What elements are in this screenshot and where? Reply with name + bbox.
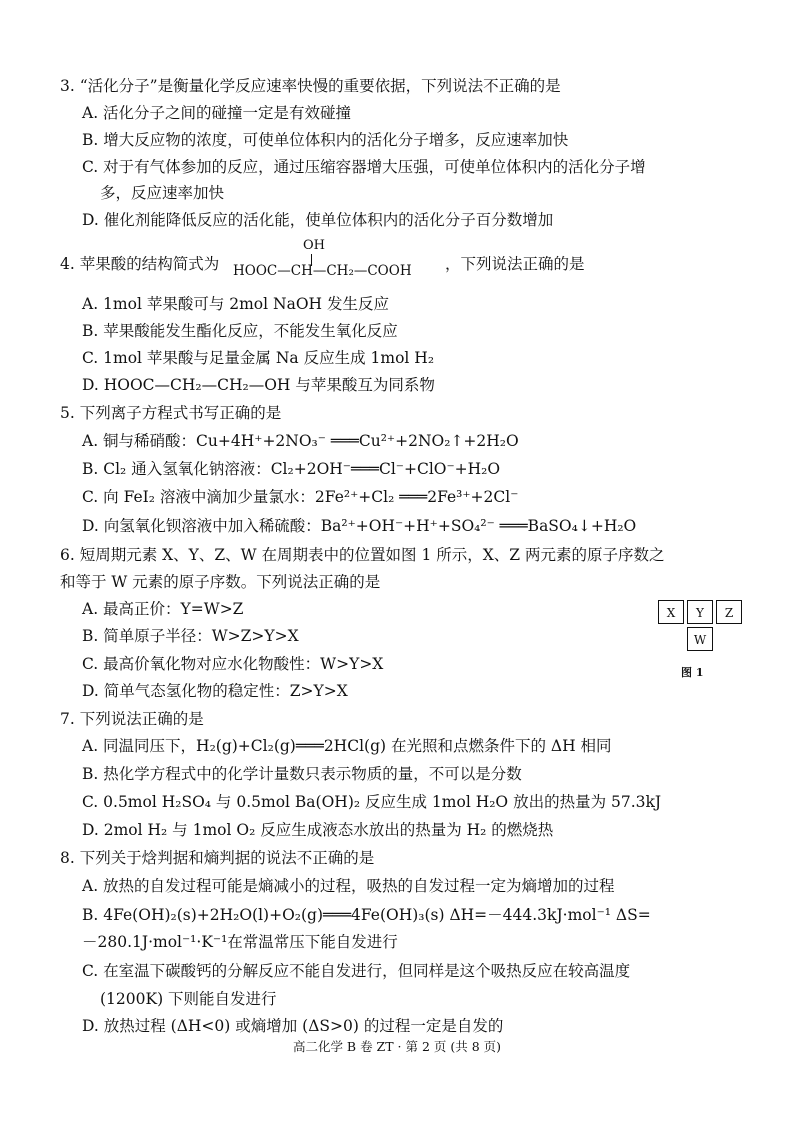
carbon-chain: HOOC—CH—CH₂—COOH: [233, 263, 412, 279]
hydroxyl-label: OH: [303, 238, 325, 253]
page-footer: 高二化学 B 卷 ZT · 第 2 页 (共 8 页): [292, 1039, 502, 1054]
q5-option-c: C. 向 FeI₂ 溶液中滴加少量氯水：2Fe²⁺+Cl₂ ═══2Fe³⁺+2Cl⁻: [82, 488, 519, 506]
q4-option-d: D. HOOC—CH₂—CH₂—OH 与苹果酸互为同系物: [82, 376, 435, 394]
q4-option-c: C. 1mol 苹果酸与足量金属 Na 反应生成 1mol H₂: [82, 349, 435, 367]
cell-z: Z: [716, 600, 742, 624]
q8-option-b-cont: －280.1J·mol⁻¹·K⁻¹在常温常压下能自发进行: [82, 933, 398, 951]
q5-stem: 5. 下列离子方程式书写正确的是: [60, 404, 282, 422]
q6-stem: 6. 短周期元素 X、Y、Z、W 在周期表中的位置如图 1 所示，X、Z 两元素的原子序数之: [60, 546, 665, 564]
q3-option-d: D. 催化剂能降低反应的活化能，使单位体积内的活化分子百分数增加: [82, 211, 554, 229]
q8-option-c-cont: (1200K) 下则能自发进行: [100, 990, 277, 1008]
q3-stem: 3. “活化分子”是衡量化学反应速率快慢的重要依据，下列说法不正确的是: [60, 77, 561, 95]
q6-option-a: A. 最高正价：Y=W>Z: [82, 600, 244, 618]
cell-y: Y: [687, 600, 713, 624]
cell-w: W: [687, 627, 713, 651]
q7-option-b: B. 热化学方程式中的化学计量数只表示物质的量，不可以是分数: [82, 765, 522, 783]
q7-option-c: C. 0.5mol H₂SO₄ 与 0.5mol Ba(OH)₂ 反应生成 1mol H₂O 放出的热量为 57.3kJ: [82, 793, 662, 811]
cell-x: X: [658, 600, 684, 624]
q3-option-b: B. 增大反应物的浓度，可使单位体积内的活化分子增多，反应速率加快: [82, 131, 569, 149]
q7-option-d: D. 2mol H₂ 与 1mol O₂ 反应生成液态水放出的热量为 H₂ 的燃烧热: [82, 821, 554, 839]
figure-caption: 图 1: [681, 666, 704, 679]
q8-stem: 8. 下列关于焓判据和熵判据的说法不正确的是: [60, 849, 375, 867]
q4-stem-pre: 4. 苹果酸的结构简式为: [60, 255, 220, 273]
q4-stem-post: ，下列说法正确的是: [445, 255, 585, 273]
q7-option-a: A. 同温同压下，H₂(g)+Cl₂(g)═══2HCl(g) 在光照和点燃条件下的 ΔH 相同: [82, 737, 612, 755]
q3-option-a: A. 活化分子之间的碰撞一定是有效碰撞: [82, 104, 352, 122]
q6-stem-cont: 和等于 W 元素的原子序数。下列说法正确的是: [60, 573, 381, 591]
q5-option-a: A. 铜与稀硝酸：Cu+4H⁺+2NO₃⁻ ═══Cu²⁺+2NO₂↑+2H₂O: [82, 432, 519, 450]
q8-option-b: B. 4Fe(OH)₂(s)+2H₂O(l)+O₂(g)═══4Fe(OH)₃(s) ΔH=－444.3kJ·mol⁻¹ ΔS=: [82, 906, 651, 924]
q8-option-d: D. 放热过程 (ΔH<0) 或熵增加 (ΔS>0) 的过程一定是自发的: [82, 1017, 504, 1035]
q5-option-d: D. 向氢氧化钡溶液中加入稀硫酸：Ba²⁺+OH⁻+H⁺+SO₄²⁻ ═══BaSO₄↓+H₂O: [82, 517, 637, 535]
q4-option-b: B. 苹果酸能发生酯化反应，不能发生氧化反应: [82, 322, 398, 340]
q8-option-a: A. 放热的自发过程可能是熵减小的过程，吸热的自发过程一定为熵增加的过程: [82, 877, 615, 895]
q6-option-b: B. 简单原子半径：W>Z>Y>X: [82, 627, 299, 645]
q6-option-c: C. 最高价氧化物对应水化物酸性：W>Y>X: [82, 655, 384, 673]
q3-option-c-cont: 多，反应速率加快: [100, 184, 225, 202]
q4-option-a: A. 1mol 苹果酸可与 2mol NaOH 发生反应: [82, 295, 389, 313]
malic-acid-structure: [233, 238, 443, 280]
q7-stem: 7. 下列说法正确的是: [60, 710, 204, 728]
q6-option-d: D. 简单气态氢化物的稳定性：Z>Y>X: [82, 682, 348, 700]
q5-option-b: B. Cl₂ 通入氢氧化钠溶液：Cl₂+2OH⁻═══Cl⁻+ClO⁻+H₂O: [82, 460, 501, 478]
q8-option-c: C. 在室温下碳酸钙的分解反应不能自发进行，但同样是这个吸热反应在较高温度: [82, 962, 631, 980]
q3-option-c: C. 对于有气体参加的反应，通过压缩容器增大压强，可使单位体积内的活化分子增: [82, 158, 646, 176]
